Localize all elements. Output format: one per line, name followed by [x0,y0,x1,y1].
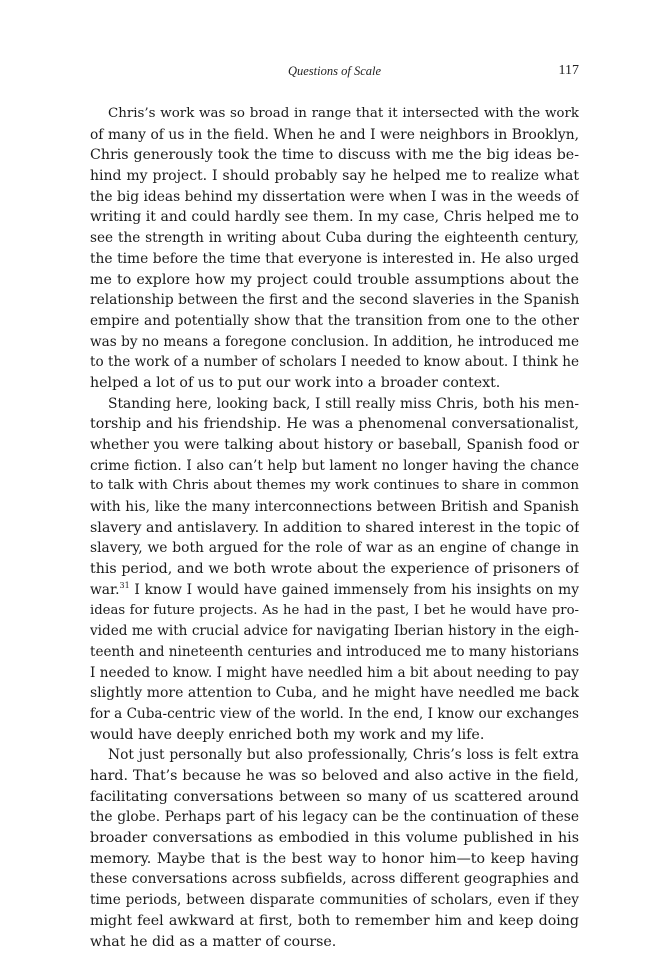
text-line: crime fiction. I also can’t help but lament no longer having the chance [90,457,579,474]
text-line: empire and potentially show that the transition from one to the other [90,312,579,329]
text-line: might feel awkward at first, both to remember him and keep doing [90,912,579,929]
text-line: ideas for future projects. As he had in the past, I bet he would have pro- [90,602,579,618]
text-line: to the work of a number of scholars I needed to know about. I think he [90,354,579,371]
text-line: vided me with crucial advice for navigating Iberian history in the eigh- [90,623,579,640]
text-line: Chris’s work was so broad in range that it intersected with the work [108,106,579,121]
text-line: teenth and nineteenth centuries and introduced me to many historians [90,643,579,660]
text-line: me to explore how my project could trouble assumptions about the [90,271,579,288]
page-number: 117 [558,63,579,78]
text-line: helped a lot of us to put our work into a broader context. [90,374,501,391]
text-line: the globe. Perhaps part of his legacy can be the continuation of these [90,809,579,826]
text-line: memory. Maybe that is the best way to honor him—to keep having [90,850,579,867]
footnote-reference[interactable]: 31 [119,580,130,590]
text-line: time periods, between disparate communities of scholars, even if they [90,892,579,909]
paragraph-3 [90,745,579,952]
text-line: slightly more attention to Cuba, and he might have needled me back [90,685,579,702]
note-line-lead: war. [90,581,120,598]
body-text [90,104,579,952]
text-line: the big ideas behind my dissertation were when I was in the weeds of [90,188,579,205]
text-line: slavery and antislavery. In addition to shared interest in the topic of [90,519,579,536]
running-head-title: Questions of Scale [287,64,382,78]
text-line: to talk with Chris about themes my work continues to share in common [90,478,579,494]
text-line: broader conversations as embodied in this volume published in his [90,830,579,847]
text-line: with his, like the many interconnections between British and Spanish [90,499,579,516]
text-line: relationship between the first and the second slaveries in the Spanish [90,292,579,309]
text-line: see the strength in writing about Cuba during the eighteenth century, [90,230,579,247]
running-head [90,61,579,81]
text-line: I needed to know. I might have needled him a bit about needing to pay [90,664,579,681]
text-line: writing it and could hardly see them. In my case, Chris helped me to [90,209,579,226]
text-line: facilitating conversations between so many of us scattered around [90,788,579,805]
text-line: Not just personally but also professionally, Chris’s loss is felt extra [108,747,579,764]
text-line-with-note [90,580,579,601]
text-line: for a Cuba-centric view of the world. In the end, I know our exchanges [90,705,579,722]
text-line: this period, and we both wrote about the experience of prisoners of [90,561,579,578]
text-line: Standing here, looking back, I still really miss Chris, both his men- [108,395,579,412]
text-line: slavery, we both argued for the role of war as an engine of change in [90,540,579,557]
text-line: was by no means a foregone conclusion. In addition, he introduced me [90,333,579,350]
text-line: torship and his friendship. He was a phenomenal conversationalist, [90,416,579,433]
text-line: hind my project. I should probably say he helped me to realize what [90,168,579,185]
text-line: hard. That’s because he was so beloved and also active in the field, [90,768,579,784]
paragraph-2 [90,394,579,746]
text-line: the time before the time that everyone is interested in. He also urged [90,250,579,267]
note-line-rest: I know I would have gained immensely from his insights on my [134,581,579,598]
text-line: of many of us in the field. When he and I were neighbors in Brooklyn, [90,126,579,143]
text-line: would have deeply enriched both my work and my life. [90,726,485,743]
text-line: whether you were talking about history or baseball, Spanish food or [90,437,579,453]
text-line: Chris generously took the time to discuss with me the big ideas be- [90,147,579,164]
paragraph-1 [90,104,579,394]
text-line: what he did as a matter of course. [90,933,337,950]
text-line: these conversations across subfields, across different geographies and [90,871,579,888]
